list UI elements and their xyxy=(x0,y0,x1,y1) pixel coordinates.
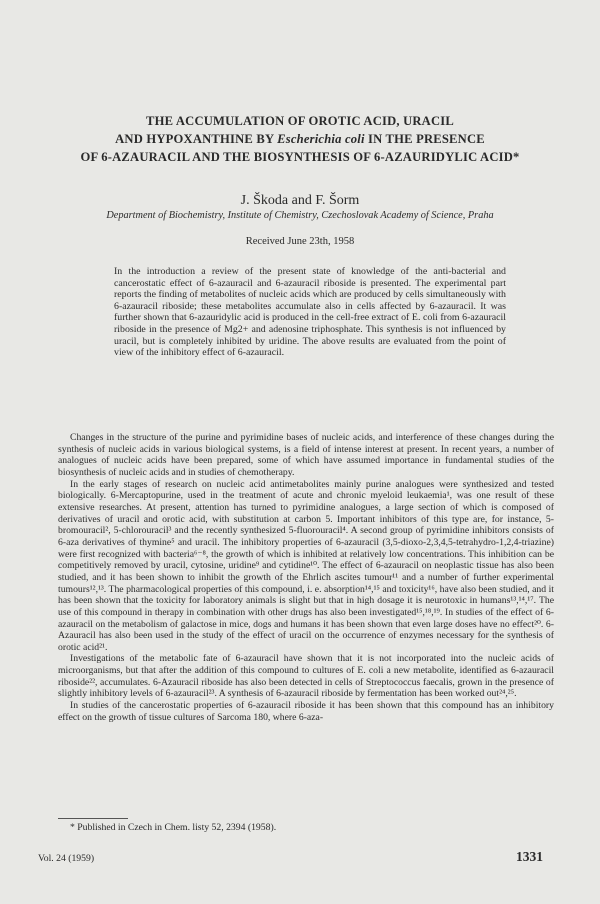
title-line-3: OF 6-AZAURACIL AND THE BIOSYNTHESIS OF 6-AZAURIDYLIC ACID* xyxy=(80,150,520,164)
title-line-2-post: IN THE PRESENCE xyxy=(364,132,485,146)
footnote: * Published in Czech in Chem. listy 52, 2394 (1958). xyxy=(70,822,277,833)
affiliation: Department of Biochemistry, Institute of Chemistry, Czechoslovak Academy of Science, Praha xyxy=(106,210,494,221)
title-line-1: THE ACCUMULATION OF OROTIC ACID, URACIL xyxy=(146,114,454,128)
title-line-2 xyxy=(40,130,560,148)
body-paragraph-2: In the early stages of research on nucleic acid antimetabolites mainly purine analogues were synthesized and tested biologically. 6-Mercaptopurine, used in the treatment of acute and chronic myeloid leukaemia¹, was one result of these extensive researches. At present, attention has turned to pyrimidine analogues, a large section of which is composed of derivatives of uracil and orotic acid, with substitution at carbon 5. Important inhibitors of this type are, for instance, 5-bromouracil², 5-chlorouracil³ and the recently synthesized 5-fluorouracil⁴. A second group of pyrimidine inhibitors consists of 6-aza derivatives of thymine⁵ and uracil. The inhibitory properties of 6-azauracil (3,5-dioxo-2,3,4,5-tetrahydro-1,2,4-triazine) were first recognized with bacteria⁶⁻⁸, the growth of which is inhibited at relatively low concentrations. This inhibition can be competitively removed by uracil, cytosine, uridine⁹ and cytidine¹⁰. The effect of 6-azauracil on neoplastic tissue has also been studied, and it has been shown to inhibit the growth of the Ehrlich ascites tumour¹¹ and a number of further experimental tumours¹²,¹³. The pharmacological properties of this compound, i. e. absorption¹⁴,¹⁵ and toxicity¹⁶, have also been studied, and it has been shown that the toxicity for laboratory animals is slight but that in high dosage it is neurotoxic in humans¹³,¹⁴,¹⁷. The use of this compound in therapy in combination with other drugs has also been investigated¹⁵,¹⁸,¹⁹. In studies of the effect of 6-azauracil on the metabolism of galactose in mice, dogs and humans it has been shown that even large doses have no effect²⁰. 6-Azauracil has also been used in the study of the effect of uracil on the occurrence of enzymes necessary for the synthesis of orotic acid²¹. xyxy=(58,478,554,653)
title-organism: Escherichia coli xyxy=(277,132,365,146)
body-paragraph-4: In studies of the cancerostatic properties of 6-azauracil riboside it has been shown that this compound has an inhibitory effect on the growth of tissue cultures of Sarcoma 180, where 6-aza- xyxy=(58,700,554,723)
body-paragraph-3: Investigations of the metabolic fate of 6-azauracil have shown that it is not incorporated into the nucleic acids of microorganisms, but that after the addition of this compound to cultures of E. coli a new metabolite, identified as 6-azauracil riboside²², accumulates. 6-Azauracil riboside has also been detected in cells of Streptococcus faecalis, grown in the presence of slightly inhibitory levels of 6-azauracil²³. A synthesis of 6-azauracil riboside by fermentation has been worked out²⁴,²⁵. xyxy=(58,653,554,700)
article-body xyxy=(58,432,554,723)
authors: J. Škoda and F. Šorm xyxy=(240,193,360,208)
body-paragraph-1: Changes in the structure of the purine and pyrimidine bases of nucleic acids, and interference of these changes during the synthesis of nucleic acids in various biological systems, is a field of intense interest at present. In recent years, a number of analogues of nucleic acids have been prepared, some of which have assumed importance in fundamental studies of the biosynthesis of nucleic acids and in studies of chemotherapy. xyxy=(58,432,554,478)
page-number: 1331 xyxy=(516,849,543,864)
volume-info: Vol. 24 (1959) xyxy=(38,853,95,864)
received-date: Received June 23th, 1958 xyxy=(245,236,355,247)
title-line-2-pre: AND HYPOXANTHINE BY xyxy=(115,132,278,146)
article-title xyxy=(40,112,560,166)
abstract: In the introduction a review of the present state of knowledge of the anti-bacterial and cancerostatic effect of 6-azauracil and 6-azauracil riboside is presented. The experimental part reports the finding of metabolites of nucleic acids which are produced by cells simultaneously with 6-azauracil riboside; these metabolites accumulate also in cells affected by 6-azauracil. It was further shown that 6-azauridylic acid is produced in the cell-free extract of E. coli from 6-azauracil riboside in the presence of Mg2+ and adenosine triphosphate. This synthesis is not influenced by uracil, but is completely inhibited by uridine. The above results are evaluated from the point of view of the inhibitory effect of 6-azauracil. xyxy=(114,266,506,359)
footnote-divider xyxy=(58,818,128,819)
